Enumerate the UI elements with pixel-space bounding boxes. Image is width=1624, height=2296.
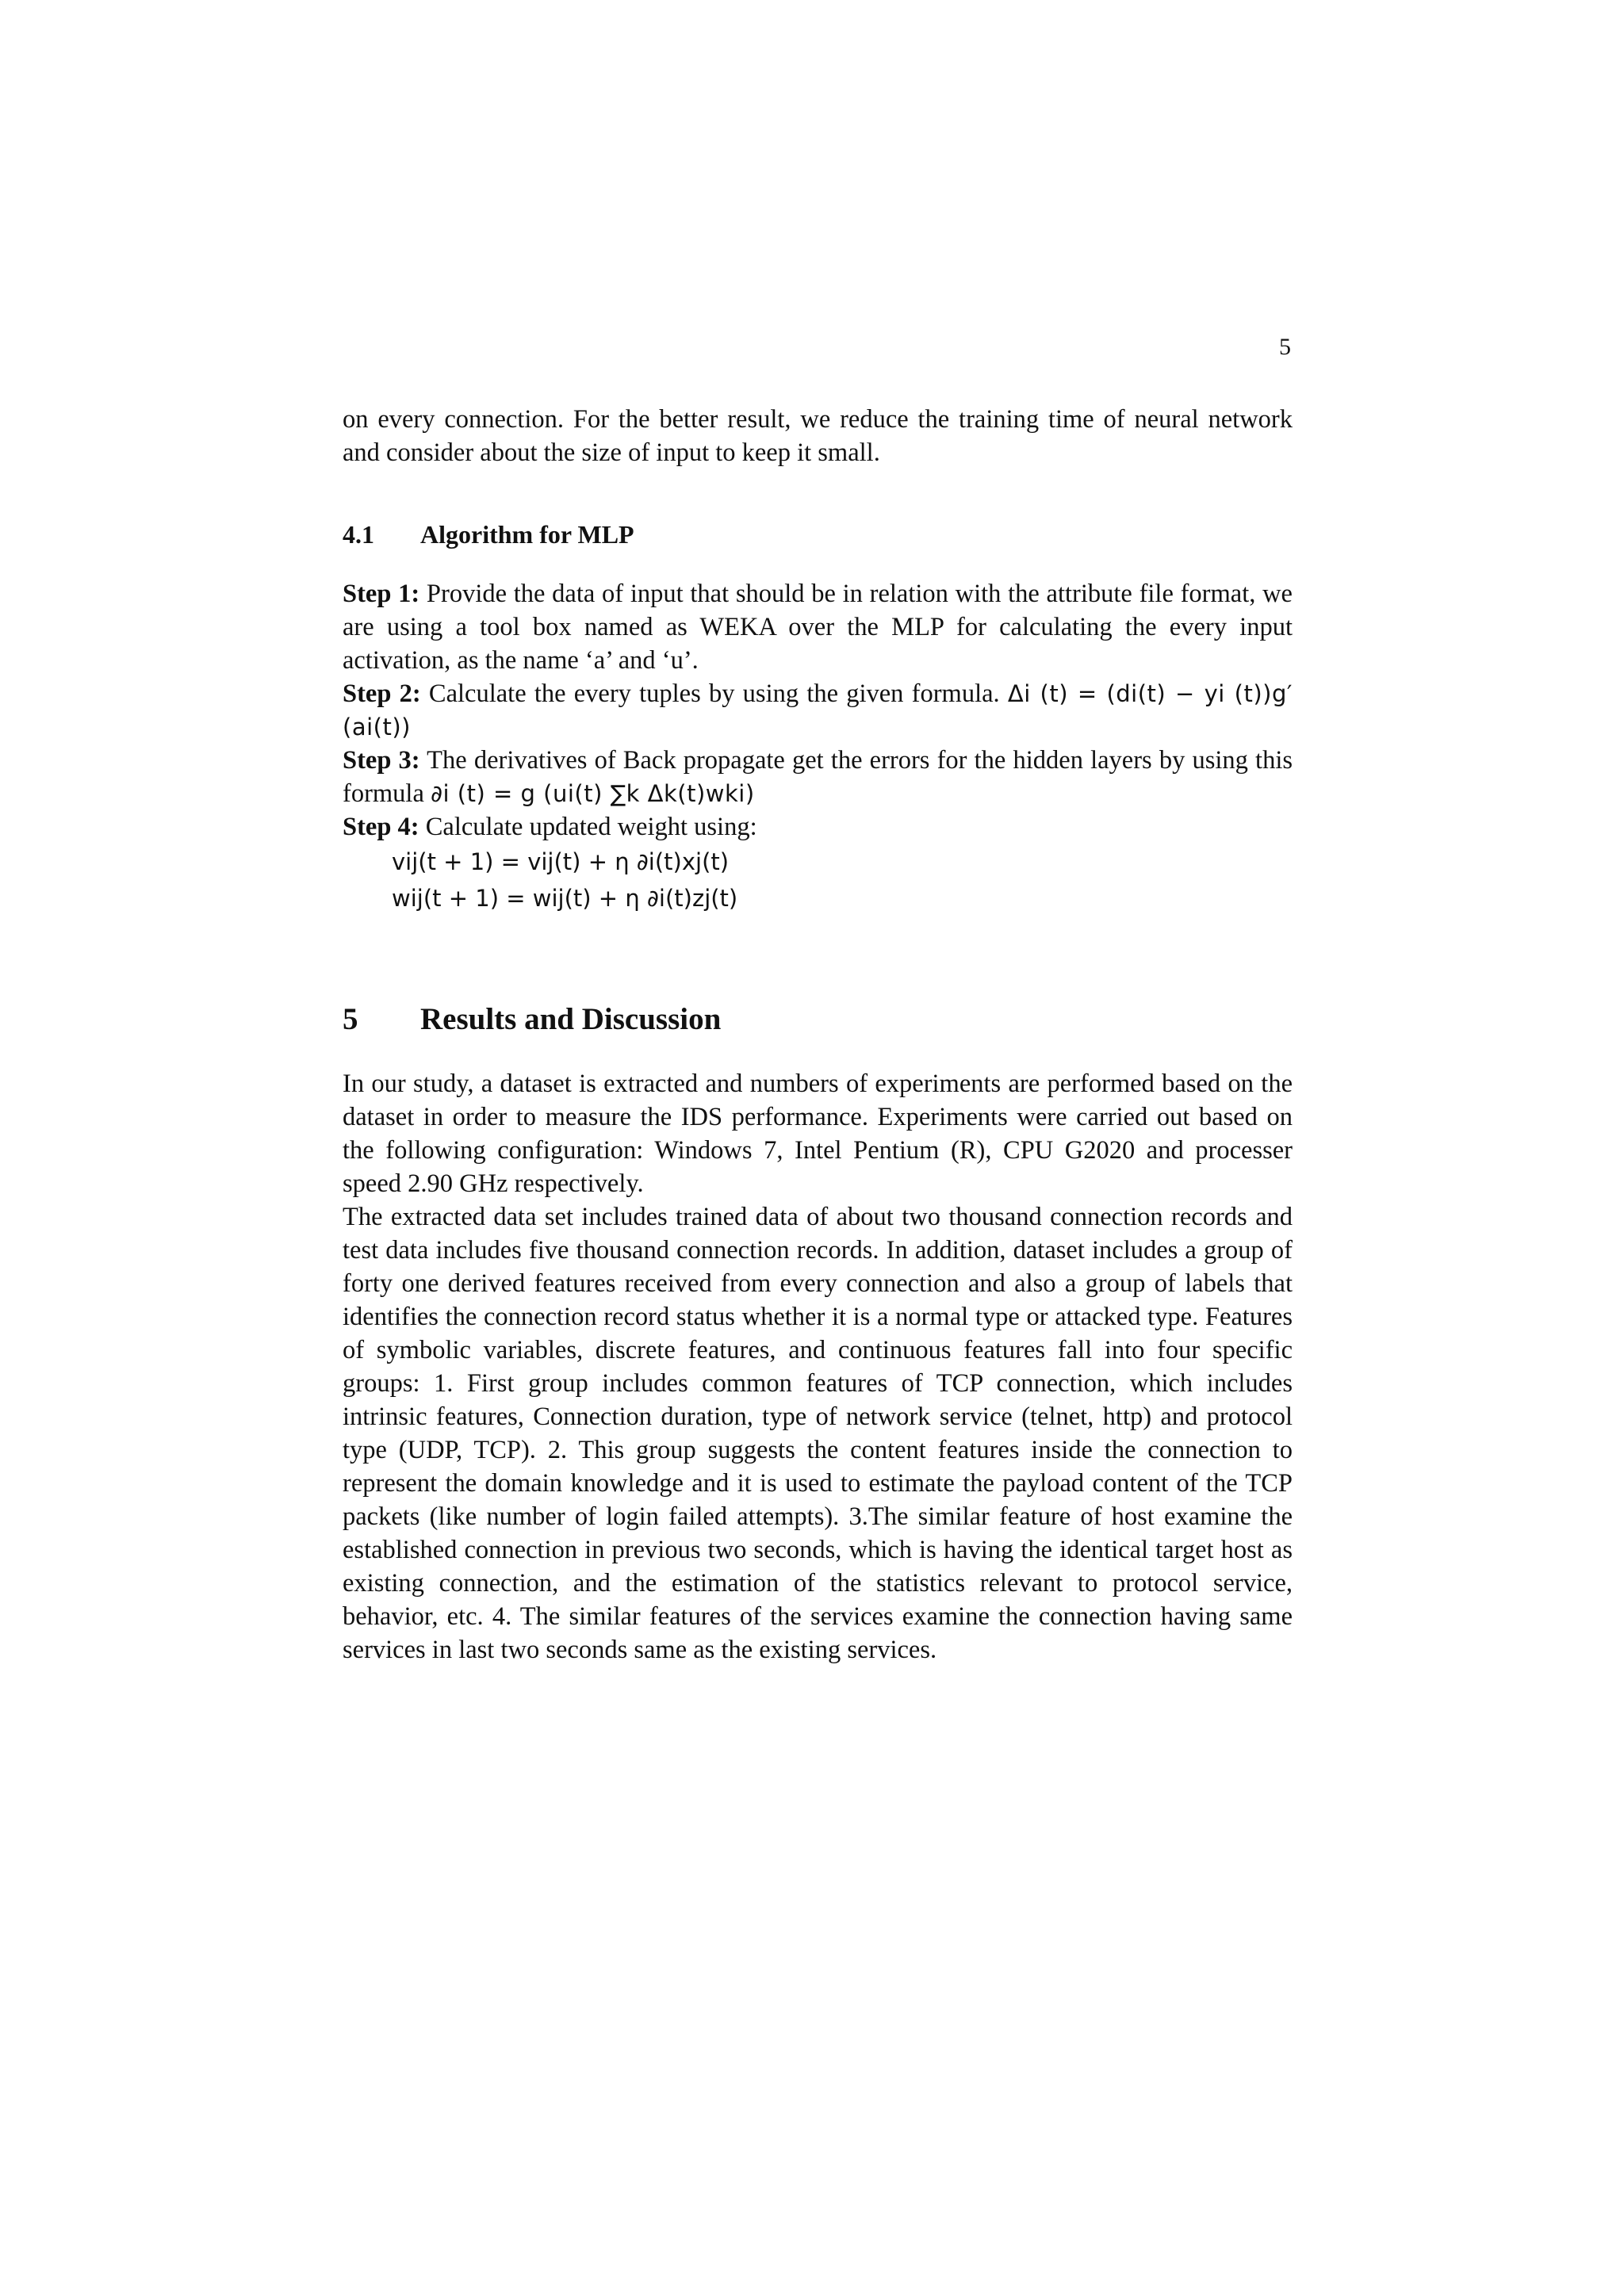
results-paragraph-1: In our study, a dataset is extracted and numbers of experiments are performed based on the dataset in order to measure the IDS performance. Experiments were carried out based on the following configuration: Windows 7, Intel Pentium (R), CPU G2020 and processer speed 2.90 GHz respectively. <box>343 1070 1293 1198</box>
weight-update-equation-v: vij(t + 1) = vij(t) + η ∂i(t)xj(t) <box>392 848 730 875</box>
step-text: Calculate updated weight using: <box>419 813 757 841</box>
step-text: Calculate the every tuples by using the given formula. <box>420 679 1008 708</box>
step-label: Step 2: <box>343 679 421 708</box>
page-number: 5 <box>1279 334 1291 360</box>
delta-formula: Δi (t) = (di(t) − yi (t))g′(ai(t)) <box>343 680 1293 740</box>
step-label: Step 1: <box>343 580 420 608</box>
section-title: Algorithm for MLP <box>420 520 634 549</box>
section-4-1-heading <box>343 517 1293 552</box>
section-title: Results and Discussion <box>420 1002 722 1036</box>
weight-update-equation-w: wij(t + 1) = wij(t) + η ∂i(t)zj(t) <box>392 885 738 912</box>
section-number: 5 <box>343 1002 358 1036</box>
intro-paragraph: on every connection. For the better result, we reduce the training time of neural network and consider about the size of input to keep it small. <box>343 405 1293 467</box>
step-3 <box>343 744 1293 810</box>
step-text: The derivatives of Back propagate get the errors for the hidden layers by using this formula <box>343 746 1293 808</box>
step-4 <box>343 810 1293 844</box>
step-text: Provide the data of input that should be in relation with the attribute file format, we are using a tool box named as WEKA over the MLP for calculating the every input activation, as the name ‘a’ and ‘u’. <box>343 580 1293 675</box>
section-number: 4.1 <box>343 520 374 549</box>
step-label: Step 4: <box>343 813 419 841</box>
page-content <box>343 403 1293 1667</box>
partial-formula: ∂i (t) = g (ui(t) ∑k Δk(t)wki) <box>431 780 755 807</box>
section-5-heading <box>343 999 1293 1040</box>
step-1 <box>343 577 1293 677</box>
step-2 <box>343 677 1293 744</box>
step-label: Step 3: <box>343 746 420 775</box>
results-paragraph-2: The extracted data set includes trained data of about two thousand connection records and test data includes five thousand connection records. In addition, dataset includes a group of forty one derived features received from every connection and also a group of labels that identifies the connection record status whether it is a normal type or attacked type. Features of symbolic variables, discrete features, and continuous features fall into four specific groups: 1. First group includes common features of TCP connection, which includes intrinsic features, Connection duration, type of network service (telnet, http) and protocol type (UDP, TCP). 2. This group suggests the content features inside the connection to represent the domain knowledge and it is used to estimate the payload content of the TCP packets (like number of login failed attempts). 3.The similar feature of host examine the established connection in previous two seconds, which is having the identical target host as existing connection, and the estimation of the statistics relevant to protocol service, behavior, etc. 4. The similar features of the services examine the connection having same services in last two seconds same as the existing services. <box>343 1203 1293 1664</box>
